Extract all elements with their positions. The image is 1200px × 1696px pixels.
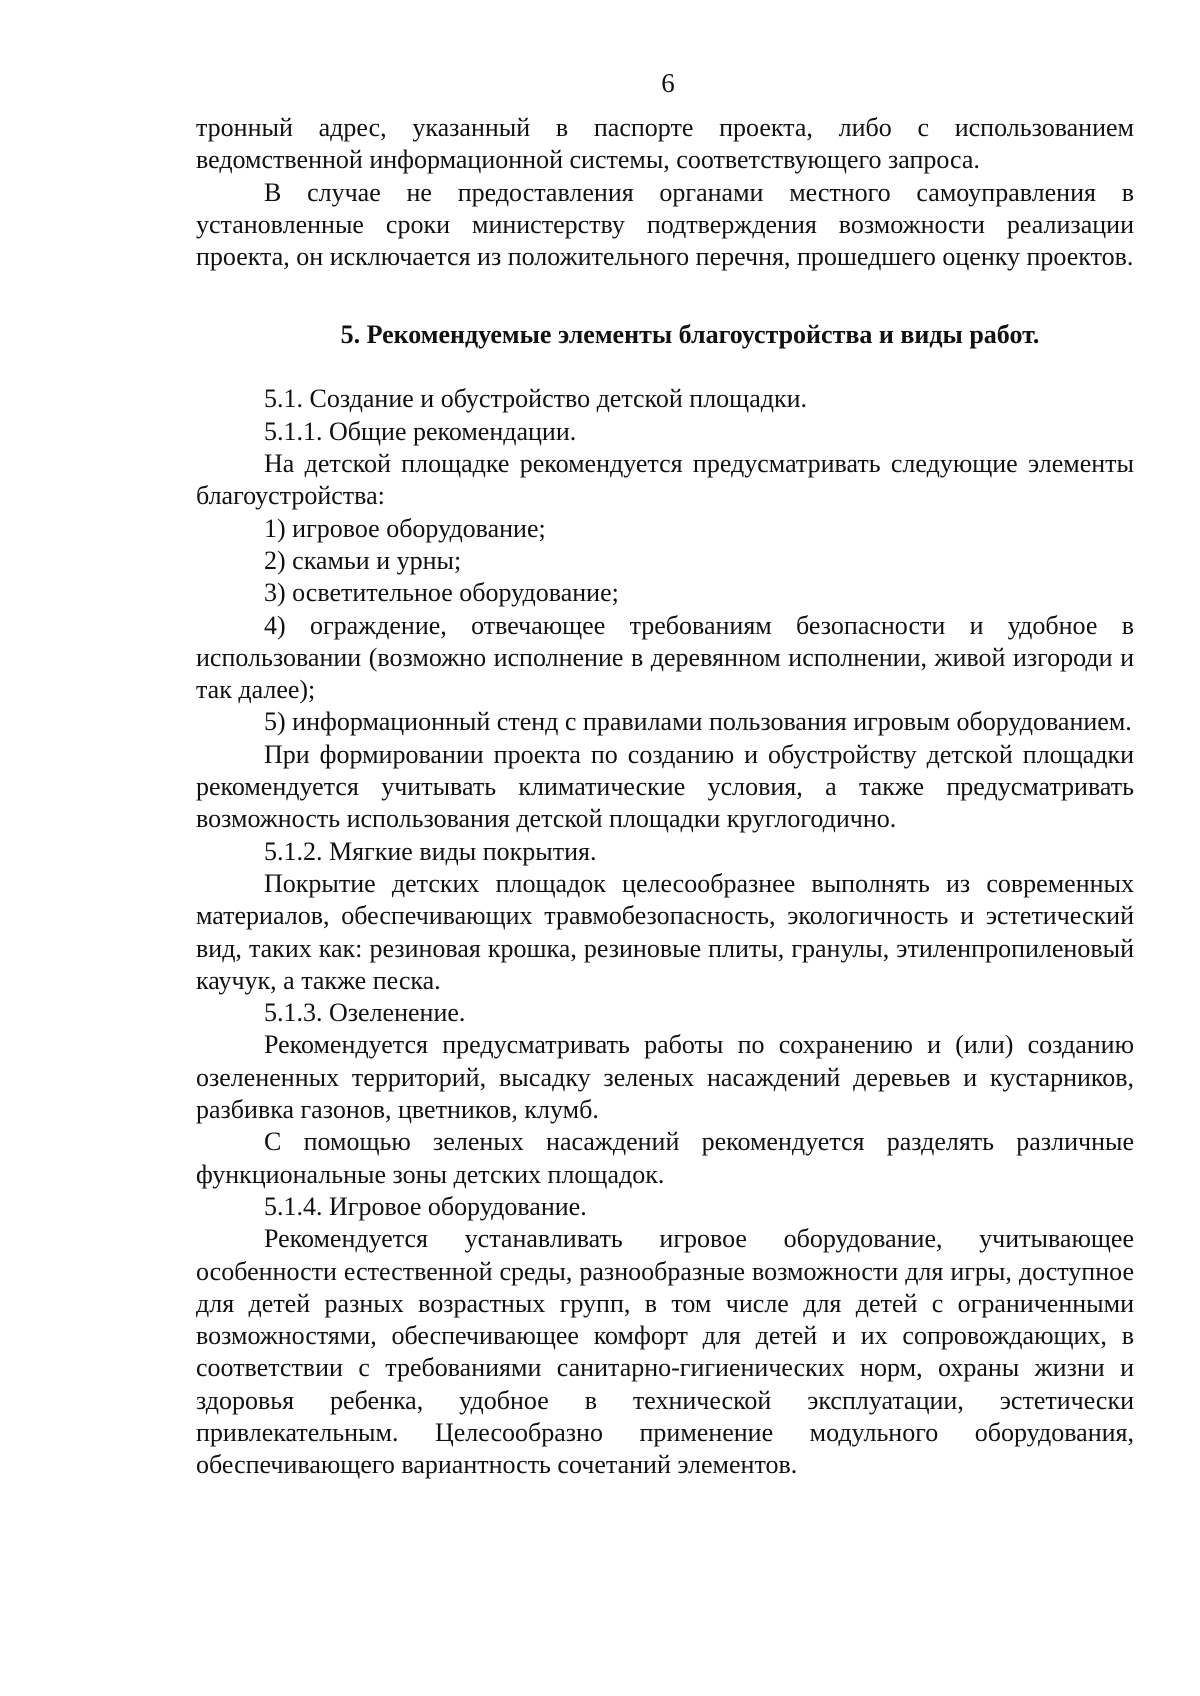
list-item: 3) осветительное оборудование; [264, 578, 619, 608]
subsection-title: 5.1. Создание и обустройство детской площадки. [264, 384, 808, 414]
paragraph: Рекомендуется устанавливать игровое оборудование, учитывающее особенности естественной среды, разнообразные возможности для игры, доступное для детей разных возрастных групп, в том числе для детей с ограниченными возможностями, обеспечивающее комфорт для детей и их сопровождающих, в соответствии с требованиями санитарно-гигиенических норм, охраны жизни и здоровья ребенка, удобное в технической эксплуатации, эстетически привлекательным. Целесообразно применение модульного оборудования, обеспечивающего вариантность сочетаний элементов. [196, 1224, 1134, 1480]
list-item: 2) скамьи и урны; [264, 545, 462, 575]
section-heading: 5. Рекомендуемые элементы благоустройства и виды работ. [340, 320, 1040, 350]
paragraph: Рекомендуется предусматривать работы по сохранению и (или) созданию озелененных территорий, высадку зеленых насаждений деревьев и кустарников, разбивка газонов, цветников, клумб. [196, 1030, 1134, 1125]
subsection-title: 5.1.3. Озеленение. [264, 998, 466, 1028]
list-item: 4) ограждение, отвечающее требованиям безопасности и удобное в использовании (возможно исполнение в деревянном исполнении, живой изгороди и так далее); [196, 610, 1134, 705]
paragraph-continuation: тронный адрес, указанный в паспорте проекта, либо с использованием ведомственной информационной системы, соответствующего запроса. [196, 113, 1134, 175]
document-body [196, 112, 1134, 1482]
paragraph-exclusion-rule: В случае не предоставления органами местного самоуправления в установленные сроки министерству подтверждения возможности реализации проекта, он исключается из положительного перечня, прошедшего оценку проектов. [196, 177, 1134, 272]
paragraph: С помощью зеленых насаждений рекомендуется разделять различные функциональные зоны детских площадок. [196, 1127, 1134, 1189]
subsection-title: 5.1.1. Общие рекомендации. [264, 416, 577, 446]
paragraph: При формировании проекта по созданию и обустройству детской площадки рекомендуется учитывать климатические условия, а также предусматривать возможность использования детской площадки круглогодично. [196, 739, 1134, 834]
paragraph: На детской площадке рекомендуется предусматривать следующие элементы благоустройства: [196, 449, 1134, 511]
list-item: 5) информационный стенд с правилами пользования игровым оборудованием. [264, 707, 1132, 737]
page-number: 6 [661, 68, 675, 98]
paragraph: Покрытие детских площадок целесообразнее выполнять из современных материалов, обеспечивающих травмобезопасность, экологичность и эстетический вид, таких как: резиновая крошка, резиновые плиты, гранулы, этиленпропиленовый каучук, а также песка. [196, 868, 1134, 995]
subsection-title: 5.1.2. Мягкие виды покрытия. [264, 836, 597, 866]
subsection-title: 5.1.4. Игровое оборудование. [264, 1191, 587, 1221]
list-item: 1) игровое оборудование; [264, 513, 546, 543]
